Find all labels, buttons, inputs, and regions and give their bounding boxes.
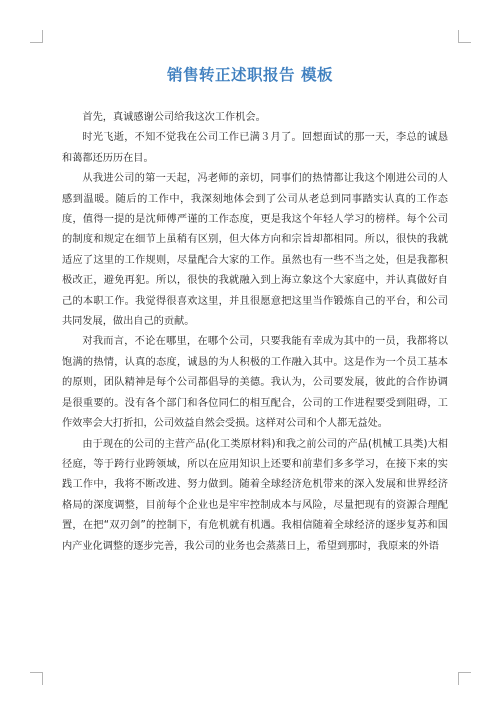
paragraph-1: 首先，真诚感谢公司给我这次工作机会。: [82, 112, 266, 123]
paragraph-2: 时光飞逝，不知不觉我在公司工作已满３月了。回想面试的那一天，李总的诚恳和蔼都还历历在目。: [62, 132, 448, 164]
paragraph-4: 对我而言，不论在哪里，在哪个公司，只要我能有幸成为其中的一员，我都将以饱满的热情，认真的态度，诚恳的为人积极的工作融入其中。这是作为一个员工基本的原则，团队精神是每个公司都倡导的美德。我认为，公司要发展，彼此的合作协调是很重要的。没有各个部门和各位同仁的相互配合，公司的工作进程要受到阻碍，工作效率会大打折扣，公司效益自然会受损。这样对公司和个人都无益处。: [62, 336, 448, 430]
document-title: 销售转正述职报告 模板: [167, 66, 333, 84]
crop-mark-bottom-right: [458, 672, 471, 685]
paragraph-5: 由于现在的公司的主营产品(化工类原材料)和我之前公司的产品(机械工具类)大相径庭，等于跨行业跨领域，所以在应用知识上还要和前辈们多多学习，在接下来的实践工作中，我将不断改进、努力做到。随着全球经济危机带来的深入发展和世界经济格局的深度调整，目前每个企业也是牢牢控制成本与风险，尽量把现有的资源合理配置，在把“双刃剑”的控制下，有危机就有机遇。我相信随着全球经济的逐步复苏和国内产业化调整的逐步完善，我公司的业务也会蒸蒸日上，希望到那时，我原来的外语: [62, 438, 448, 552]
crop-mark-top-right: [458, 30, 471, 43]
crop-mark-top-left: [30, 30, 43, 43]
document-body: [62, 108, 448, 557]
paragraph-3: 从我进公司的第一天起，冯老师的亲切，同事们的热情都让我这个刚进公司的人感到温暖。随后的工作中，我深刻地体会到了公司从老总到同事踏实认真的工作态度，值得一提的是沈师傅严谨的工作态度，更是我这个年轻人学习的榜样。每个公司的制度和规定在细节上虽稍有区别，但大体方向和宗旨却都相同。所以，很快的我就适应了这里的工作规则，尽量配合大家的工作。虽然也有一些不当之处，但是我都积极改正，避免再犯。所以，很快的我就融入到上海立象这个大家庭中，并认真做好自己的本职工作。我觉得很喜欢这里，并且很愿意把这里当作锻炼自己的平台，和公司共同发展，做出自己的贡献。: [62, 173, 448, 328]
crop-mark-bottom-left: [30, 672, 43, 685]
